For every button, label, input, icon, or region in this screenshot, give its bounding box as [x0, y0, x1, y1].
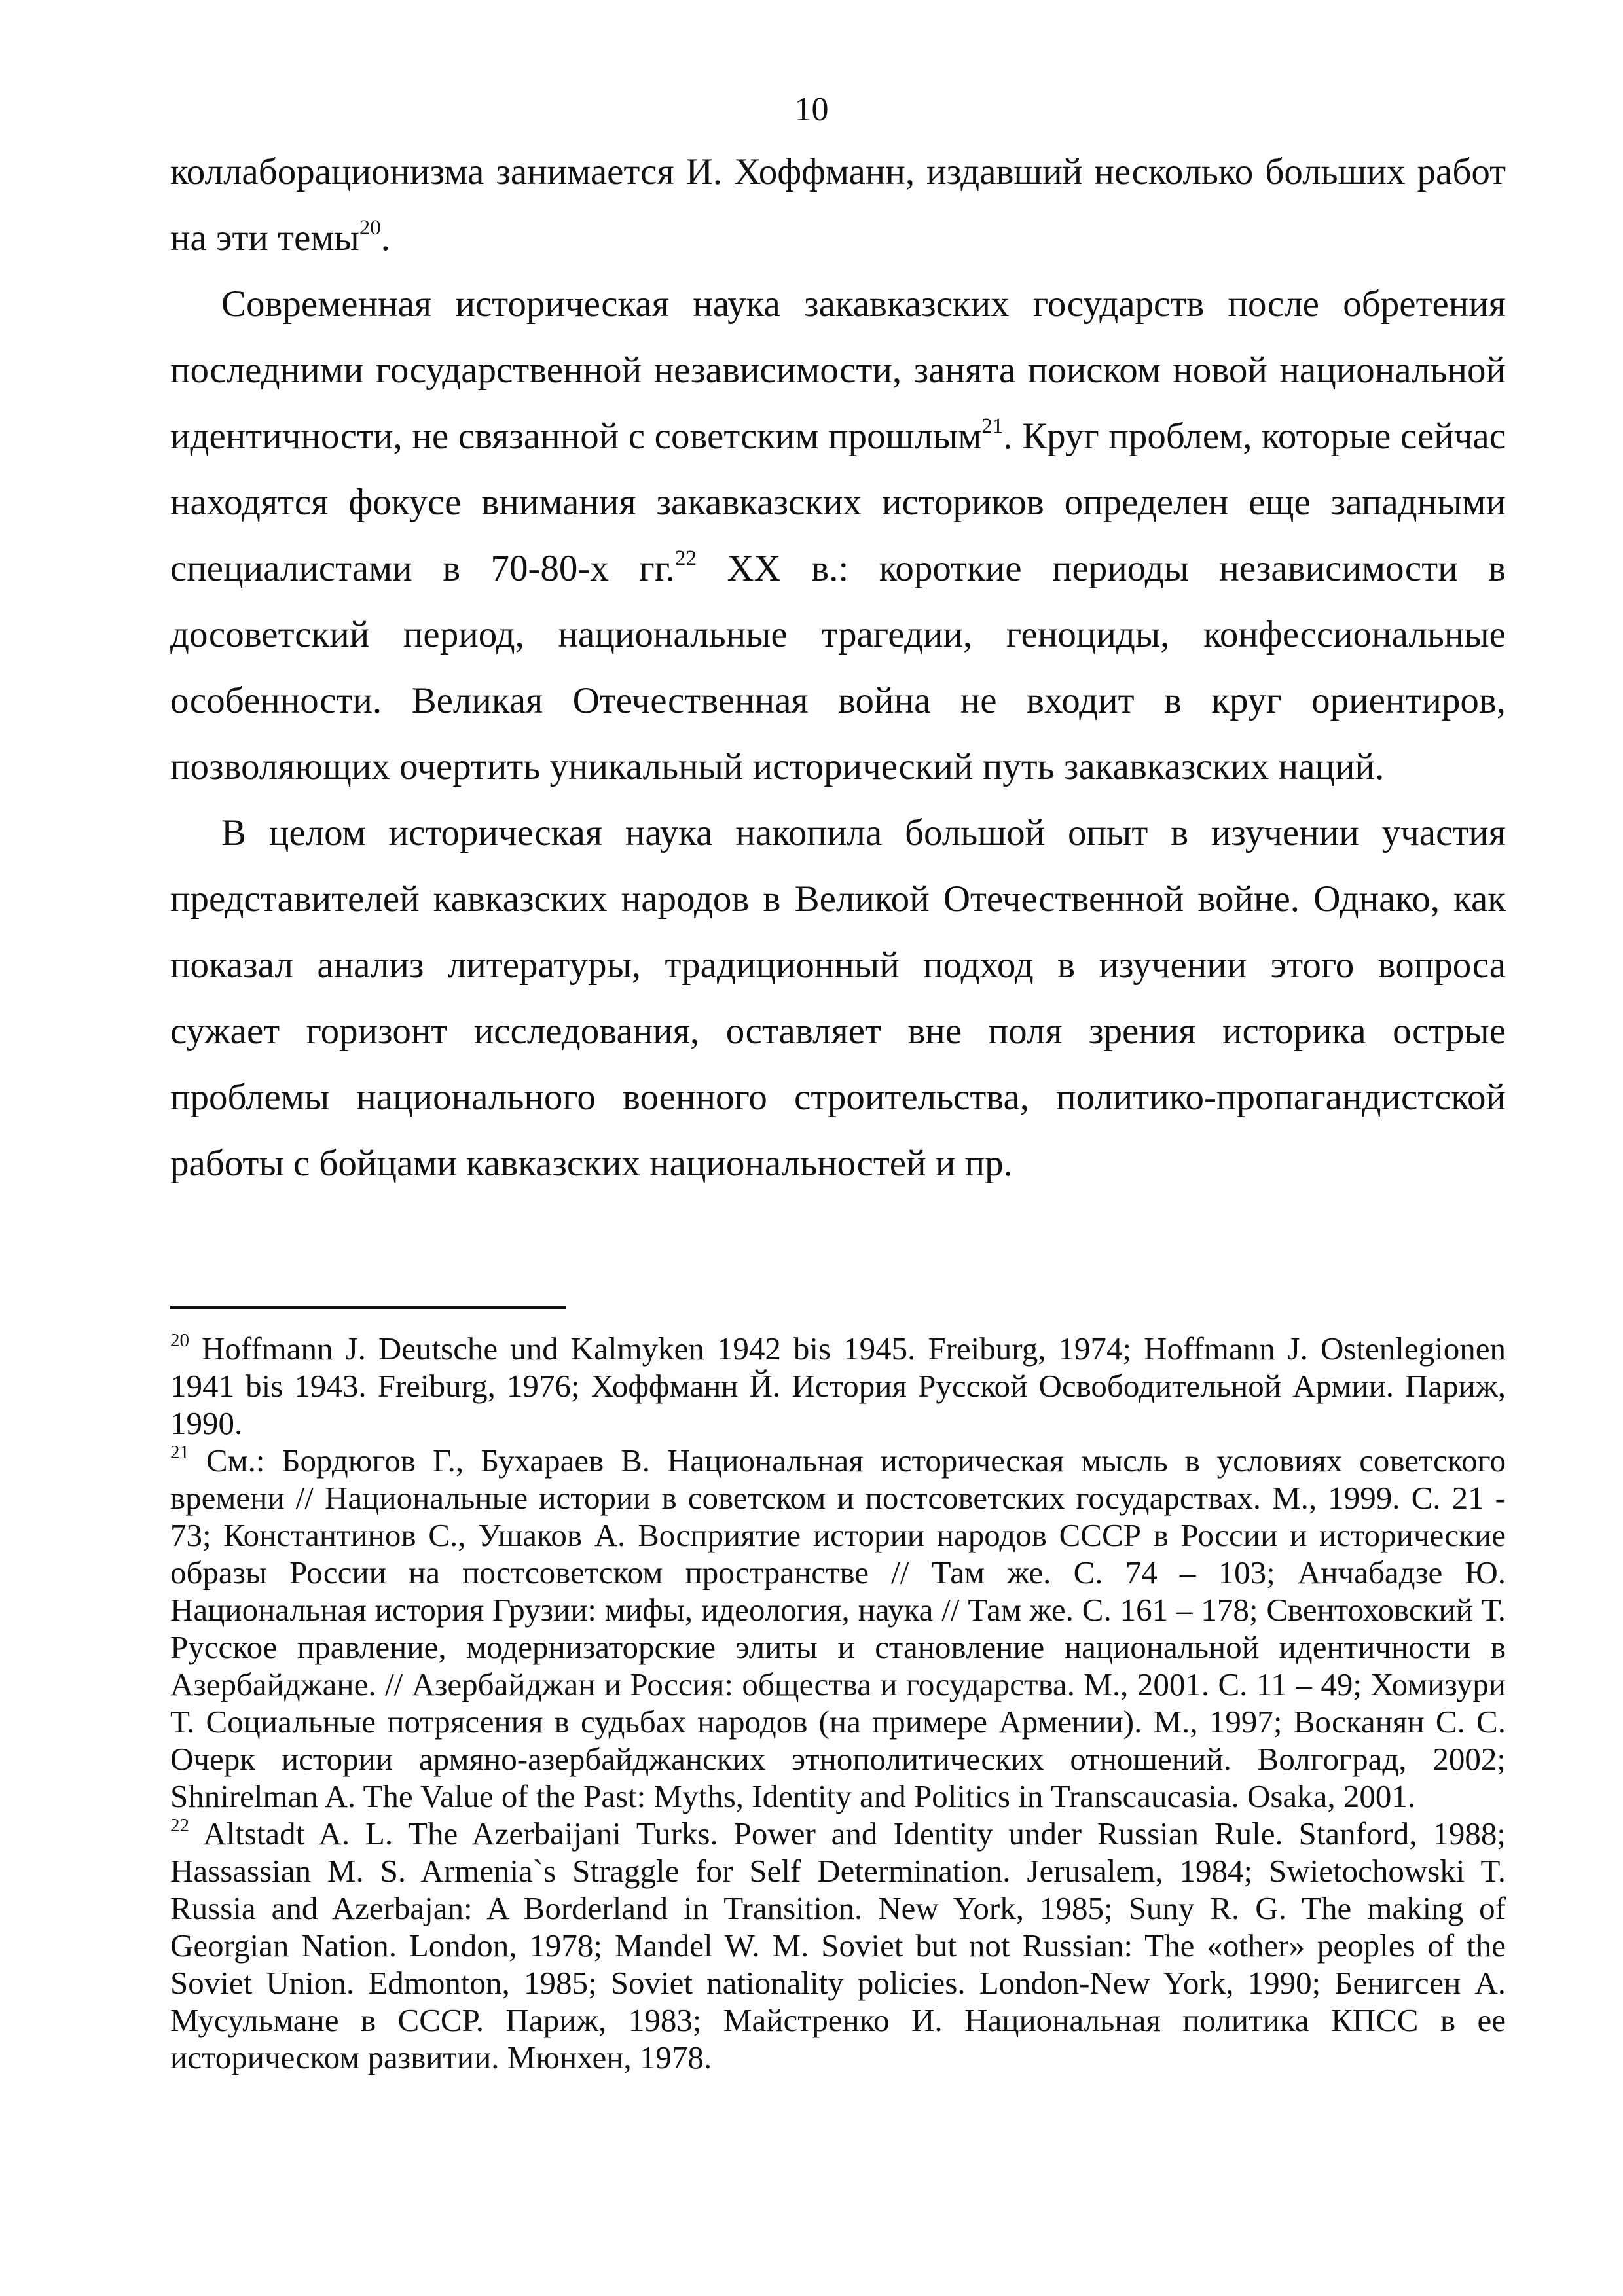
footnote-22 — [170, 1815, 1506, 2076]
footnote-ref-20: 20 — [359, 216, 381, 240]
footnote-ref-22: 22 — [674, 547, 697, 570]
footnote-text: См.: Бордюгов Г., Бухараев В. Национальная историческая мысль в условиях советского времени // Национальные истории в советском и постсоветских государствах. М., 1999. С. 21 - 73; Константинов С., Ушаков А. Восприятие истории народов СССР в России и исторические образы России на постсоветском пространстве // Там же. С. 74 – 103; Анчабадзе Ю. Национальная история Грузии: мифы, идеология, наука // Там же. С. 161 – 178; Свентоховский Т. Русское правление, модернизаторские элиты и становление национальной идентичности в Азербайджане. // Азербайджан и Россия: общества и государства. М., 2001. С. 11 – 49; Хомизури Т. Социальные потрясения в судьбах народов (на примере Армении). М., 1997; Восканян С. С. Очерк истории армяно-азербайджанских этнополитических отношений. Волгоград, 2002; Shnirelman A. The Value of the Past: Myths, Identity and Politics in Transcaucasia. Osaka, 2001. — [170, 1443, 1506, 1814]
paragraph-2-text-c: XX в.: короткие периоды независимости в досоветский период, национальные трагедии, геноциды, конфессиональные особенности. Великая Отечественная война не входит в круг ориентиров, позволяющих очертить уникальный исторический путь закавказских наций. — [170, 548, 1506, 787]
footnote-21 — [170, 1442, 1506, 1815]
paragraph-2-text-a: Современная историческая наука закавказских государств после обретения последними государственной независимости, занята поиском новой национальной идентичности, не связанной с советским прошлым — [170, 283, 1506, 457]
footnote-number: 22 — [170, 1815, 189, 1836]
footnote-20 — [170, 1330, 1506, 1442]
page-number: 10 — [794, 91, 829, 128]
footnote-text: Altstadt A. L. The Azerbaijani Turks. Power and Identity under Russian Rule. Stanford, 1988; Hassassian M. S. Armenia`s Straggle for Self Determination. Jerusalem, 1984; Swietochowski T. Russia and Azerbajan: A Borderland in Transition. New York, 1985; Suny R. G. The making of Georgian Nation. London, 1978; Mandel W. M. Soviet but not Russian: The «other» peoples of the Soviet Union. Edmonton, 1985; Soviet nationality policies. London-New York, 1990; Бенигсен А. Мусульмане в СССР. Париж, 1983; Майстренко И. Национальная политика КПСС в ее историческом развитии. Мюнхен, 1978. — [170, 1816, 1506, 2075]
paragraph-2-text-b: . Круг проблем, которые сейчас находятся фокусе внимания закавказских историков определен еще западными специалистами в 70-80-х гг. — [170, 416, 1506, 589]
footnote-separator — [170, 1306, 566, 1309]
paragraph-2 — [170, 271, 1506, 800]
footnote-text: Hoffmann J. Deutsche und Kalmyken 1942 bis 1945. Freiburg, 1974; Hoffmann J. Ostenlegionen 1941 bis 1943. Freiburg, 1976; Хоффманн Й. История Русской Освободительной Армии. Париж, 1990. — [170, 1331, 1506, 1441]
footnote-ref-21: 21 — [981, 414, 1004, 438]
main-text — [170, 139, 1506, 1196]
footnotes — [170, 1330, 1506, 2076]
paragraph-1-tail: . — [380, 217, 391, 259]
footnote-number: 20 — [170, 1330, 189, 1351]
paragraph-1-text: коллаборационизма занимается И. Хоффманн, издавший несколько больших работ на эти темы — [170, 151, 1506, 259]
footnote-number: 21 — [170, 1442, 189, 1463]
paragraph-3: В целом историческая наука накопила большой опыт в изучении участия представителей кавказских народов в Великой Отечественной войне. Однако, как показал анализ литературы, традиционный подход в изучении этого вопроса сужает горизонт исследования, оставляет вне поля зрения историка острые проблемы национального военного строительства, политико-пропагандистской работы с бойцами кавказских национальностей и пр. — [170, 812, 1506, 1184]
paragraph-1 — [170, 139, 1506, 271]
